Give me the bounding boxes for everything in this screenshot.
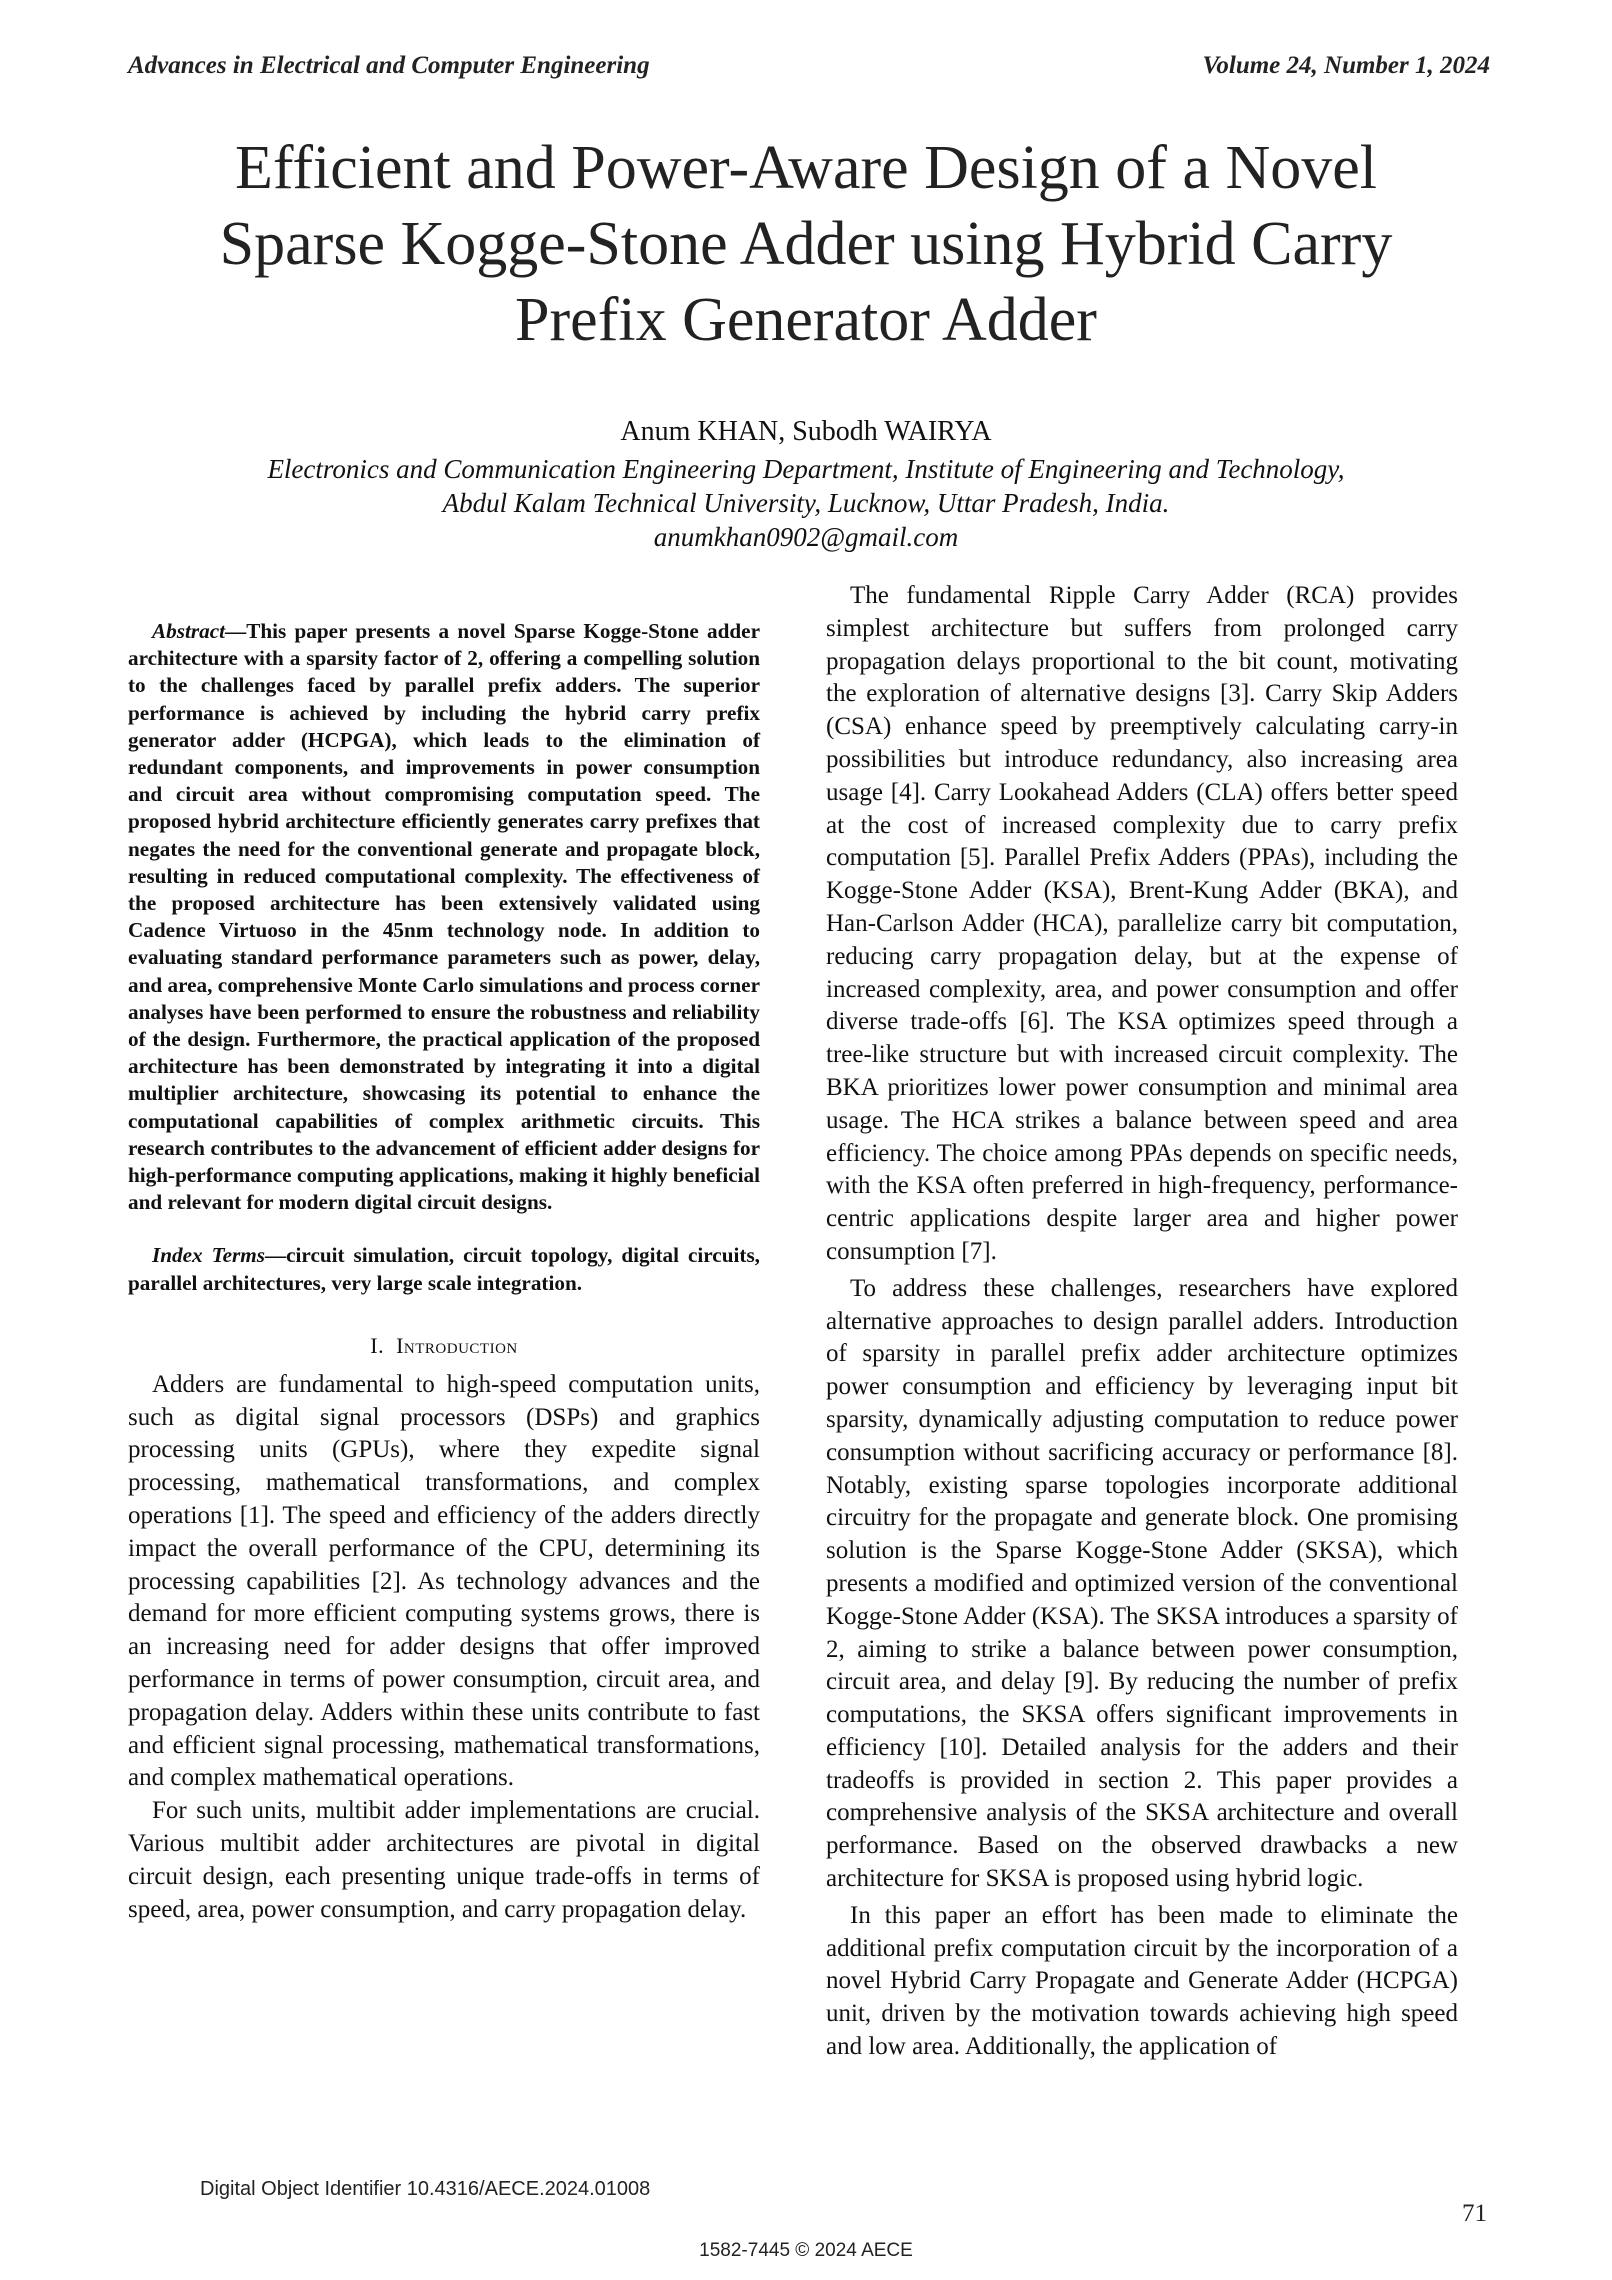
paper-title <box>140 130 1472 358</box>
affiliation <box>140 452 1472 554</box>
section-number: I. <box>370 1332 385 1358</box>
section-heading <box>128 1333 760 1359</box>
volume-info: Volume 24, Number 1, 2024 <box>1202 52 1490 79</box>
affiliation-line: Abdul Kalam Technical University, Lucknow, Uttar Pradesh, India. <box>442 488 1170 518</box>
author-email: anumkhan0902@gmail.com <box>653 522 959 552</box>
journal-name: Advances in Electrical and Computer Engineering <box>128 52 650 79</box>
index-terms <box>128 1242 760 1296</box>
paragraph: To address these challenges, researchers have explored alternative approaches to design parallel adders. Introduction of sparsity in parallel prefix adder architecture optimizes power consumption and efficiency by leveraging input bit sparsity, dynamically adjusting computation to reduce power consumption without sacrificing accuracy or performance [8]. Notably, existing sparse topologies incorporate additional circuitry for the propagate and generate block. One promising solution is the Sparse Kogge-Stone Adder (SKSA), which presents a modified and optimized version of the conventional Kogge-Stone Adder (KSA). The SKSA introduces a sparsity of 2, aiming to strike a balance between power consumption, circuit area, and delay [9]. By reducing the number of prefix computations, the SKSA offers significant improvements in efficiency [10]. Detailed analysis for the adders and their tradeoffs is provided in section 2. This paper provides a comprehensive analysis of the SKSA architecture and overall performance. Based on the observed drawbacks a new architecture for SKSA is proposed using hybrid logic. <box>826 1274 1458 1893</box>
abstract <box>128 618 760 1216</box>
affiliation-line: Electronics and Communication Engineering Department, Institute of Engineering and Technology, <box>267 454 1345 484</box>
abstract-lead: Abstract <box>152 619 225 643</box>
section-title: Introduction <box>396 1332 518 1358</box>
issn-copyright: 1582-7445 © 2024 AECE <box>699 2240 913 2261</box>
index-terms-lead: Index Terms <box>152 1243 265 1268</box>
running-header <box>128 52 1490 80</box>
paragraph: For such units, multibit adder implementations are crucial. Various multibit adder architectures are pivotal in digital circuit design, each presenting unique trade-offs in terms of speed, area, power consumption, and carry propagation delay. <box>128 1797 760 1923</box>
title-line: Prefix Generator Adder <box>515 286 1097 354</box>
paragraph: The fundamental Ripple Carry Adder (RCA) provides simplest architecture but suffers from prolonged carry propagation delays proportional to the bit count, motivating the exploration of alternative designs [3]. Carry Skip Adders (CSA) enhance speed by preemptively calculating carry-in possibilities but introduce redundancy, also increasing area usage [4]. Carry Lookahead Adders (CLA) offers better speed at the cost of increased complexity due to carry prefix computation [5]. Parallel Prefix Adders (PPAs), including the Kogge-Stone Adder (KSA), Brent-Kung Adder (BKA), and Han-Carlson Adder (HCA), parallelize carry bit computation, reducing carry propagation delay, but at the expense of increased complexity, area, and power consumption and offer diverse trade-offs [6]. The KSA optimizes speed through a tree-like structure but with increased circuit complexity. The BKA prioritizes lower power consumption and minimal area usage. The HCA strikes a balance between speed and area efficiency. The choice among PPAs depends on specific needs, with the KSA often preferred in high-frequency, performance-centric applications despite larger area and higher power consumption [7]. <box>826 582 1458 1265</box>
right-column <box>826 580 1458 2064</box>
paragraph: Adders are fundamental to high-speed computation units, such as digital signal processors (DSPs) and graphics processing units (GPUs), where they expedite signal processing, mathematical transformations, and complex operations [1]. The speed and efficiency of the adders directly impact the overall performance of the CPU, determining its processing capabilities [2]. As technology advances and the demand for more efficient computing systems grows, there is an increasing need for adder designs that offer improved performance in terms of power consumption, circuit area, and propagation delay. Adders within these units contribute to fast and efficient signal processing, mathematical transformations, and complex mathematical operations. <box>128 1370 760 1792</box>
left-column <box>128 582 760 1926</box>
authors: Anum KHAN, Subodh WAIRYA <box>620 416 992 447</box>
title-line: Efficient and Power-Aware Design of a Novel <box>235 134 1377 202</box>
index-terms-text: —circuit simulation, circuit topology, digital circuits, parallel architectures, very large scale integration. <box>128 1243 760 1295</box>
paragraph: In this paper an effort has been made to eliminate the additional prefix computation circuit by the incorporation of a novel Hybrid Carry Propagate and Generate Adder (HCPGA) unit, driven by the motivation towards achieving high speed and low area. Additionally, the application of <box>826 1901 1458 2061</box>
page-number: 71 <box>1462 2200 1487 2227</box>
abstract-text: —This paper presents a novel Sparse Kogge-Stone adder architecture with a sparsity factor of 2, offering a compelling solution to the challenges faced by parallel prefix adders. The superior performance is achieved by including the hybrid carry prefix generator adder (HCPGA), which leads to the elimination of redundant components, and improvements in power consumption and circuit area without compromising computation speed. The proposed hybrid architecture efficiently generates carry prefixes that negates the need for the conventional generate and propagate block, resulting in reduced computational complexity. The effectiveness of the proposed architecture has been extensively validated using Cadence Virtuoso in the 45nm technology node. In addition to evaluating standard performance parameters such as power, delay, and area, comprehensive Monte Carlo simulations and process corner analyses have been performed to ensure the robustness and reliability of the design. Furthermore, the practical application of the proposed architecture has been demonstrated by integrating it into a digital multiplier architecture, showcasing its potential to enhance the computational capabilities of complex arithmetic circuits. This research contributes to the advancement of efficient adder designs for high-performance computing applications, making it highly beneficial and relevant for modern digital circuit designs. <box>128 619 760 1215</box>
title-line: Sparse Kogge-Stone Adder using Hybrid Carry <box>219 210 1393 278</box>
doi: Digital Object Identifier 10.4316/AECE.2024.01008 <box>200 2178 651 2200</box>
